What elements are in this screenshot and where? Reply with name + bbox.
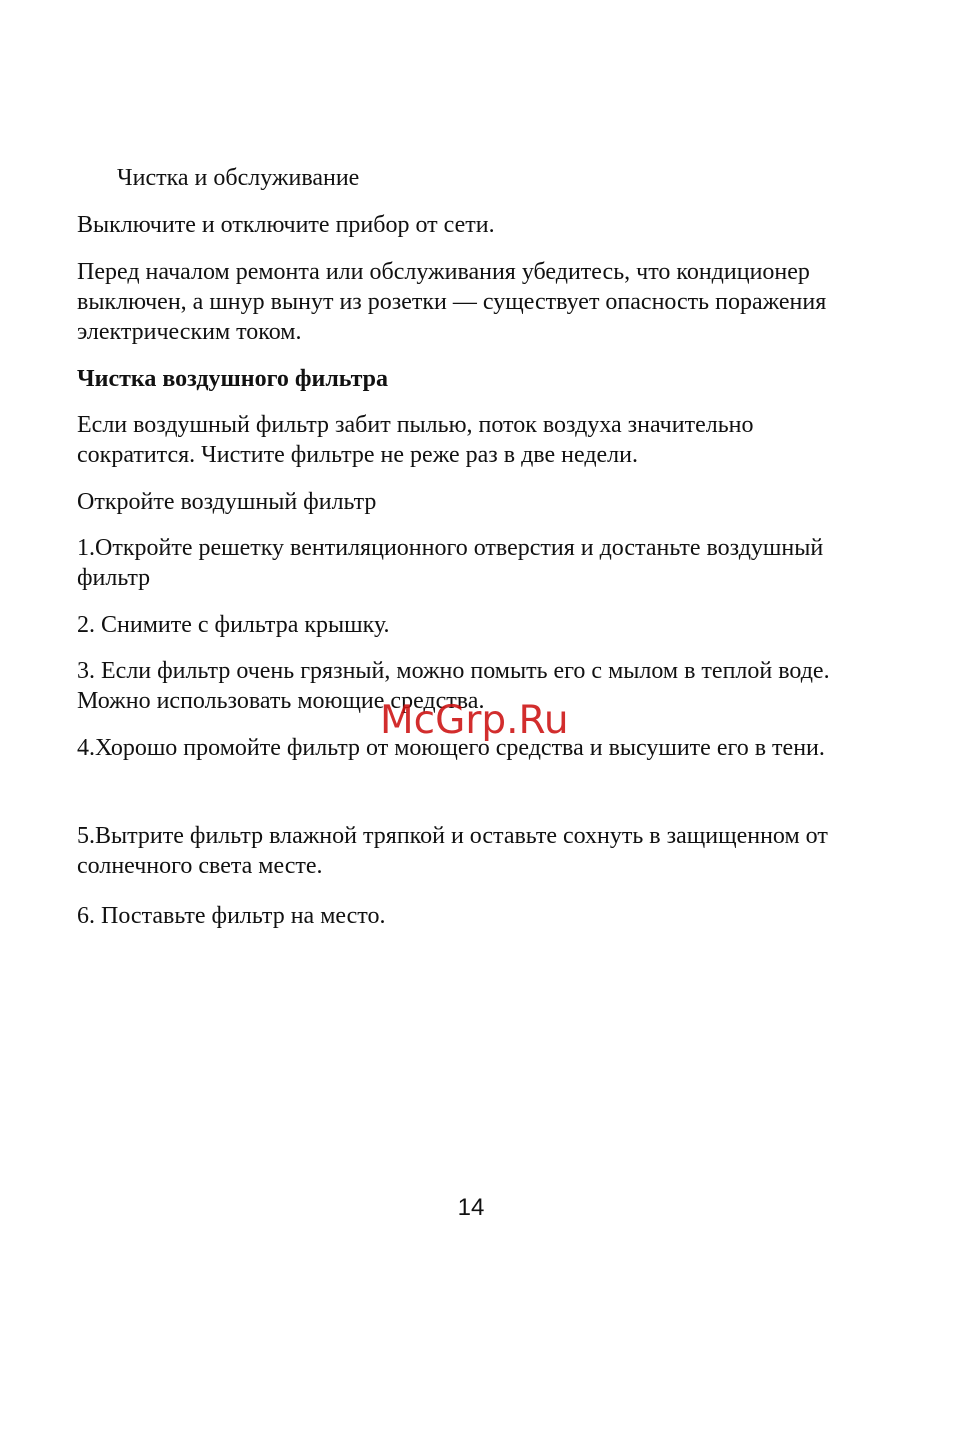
step-3: 3. Если фильтр очень грязный, можно помыть его с мылом в теплой воде. Можно использовать моющие средства. <box>77 658 830 714</box>
subheading-air-filter: Чистка воздушного фильтра <box>77 366 388 392</box>
paragraph-filter-intro: Если воздушный фильтр забит пылью, поток воздуха значительно сократится. Чистите фильтре не реже раз в две недели. <box>77 412 754 468</box>
step-2: 2. Снимите с фильтра крышку. <box>77 612 390 638</box>
step-6: 6. Поставьте фильтр на место. <box>77 903 386 929</box>
paragraph-open-filter: Откройте воздушный фильтр <box>77 489 377 515</box>
step-5: 5.Вытрите фильтр влажной тряпкой и оставьте сохнуть в защищенном от солнечного света месте. <box>77 823 828 879</box>
watermark: McGrp.Ru <box>380 698 569 743</box>
step-4: 4.Хорошо промойте фильтр от моющего средства и высушите его в тени. <box>77 735 825 761</box>
page-number: 14 <box>457 1194 485 1221</box>
section-title: Чистка и обслуживание <box>117 165 360 191</box>
paragraph-power-off: Выключите и отключите прибор от сети. <box>77 212 495 238</box>
step-1: 1.Откройте решетку вентиляционного отверстия и достаньте воздушный фильтр <box>77 535 824 591</box>
paragraph-safety-warning: Перед началом ремонта или обслуживания убедитесь, что кондиционер выключен, а шнур вынут из розетки — существует опасность поражения электрическим током. <box>77 259 827 345</box>
